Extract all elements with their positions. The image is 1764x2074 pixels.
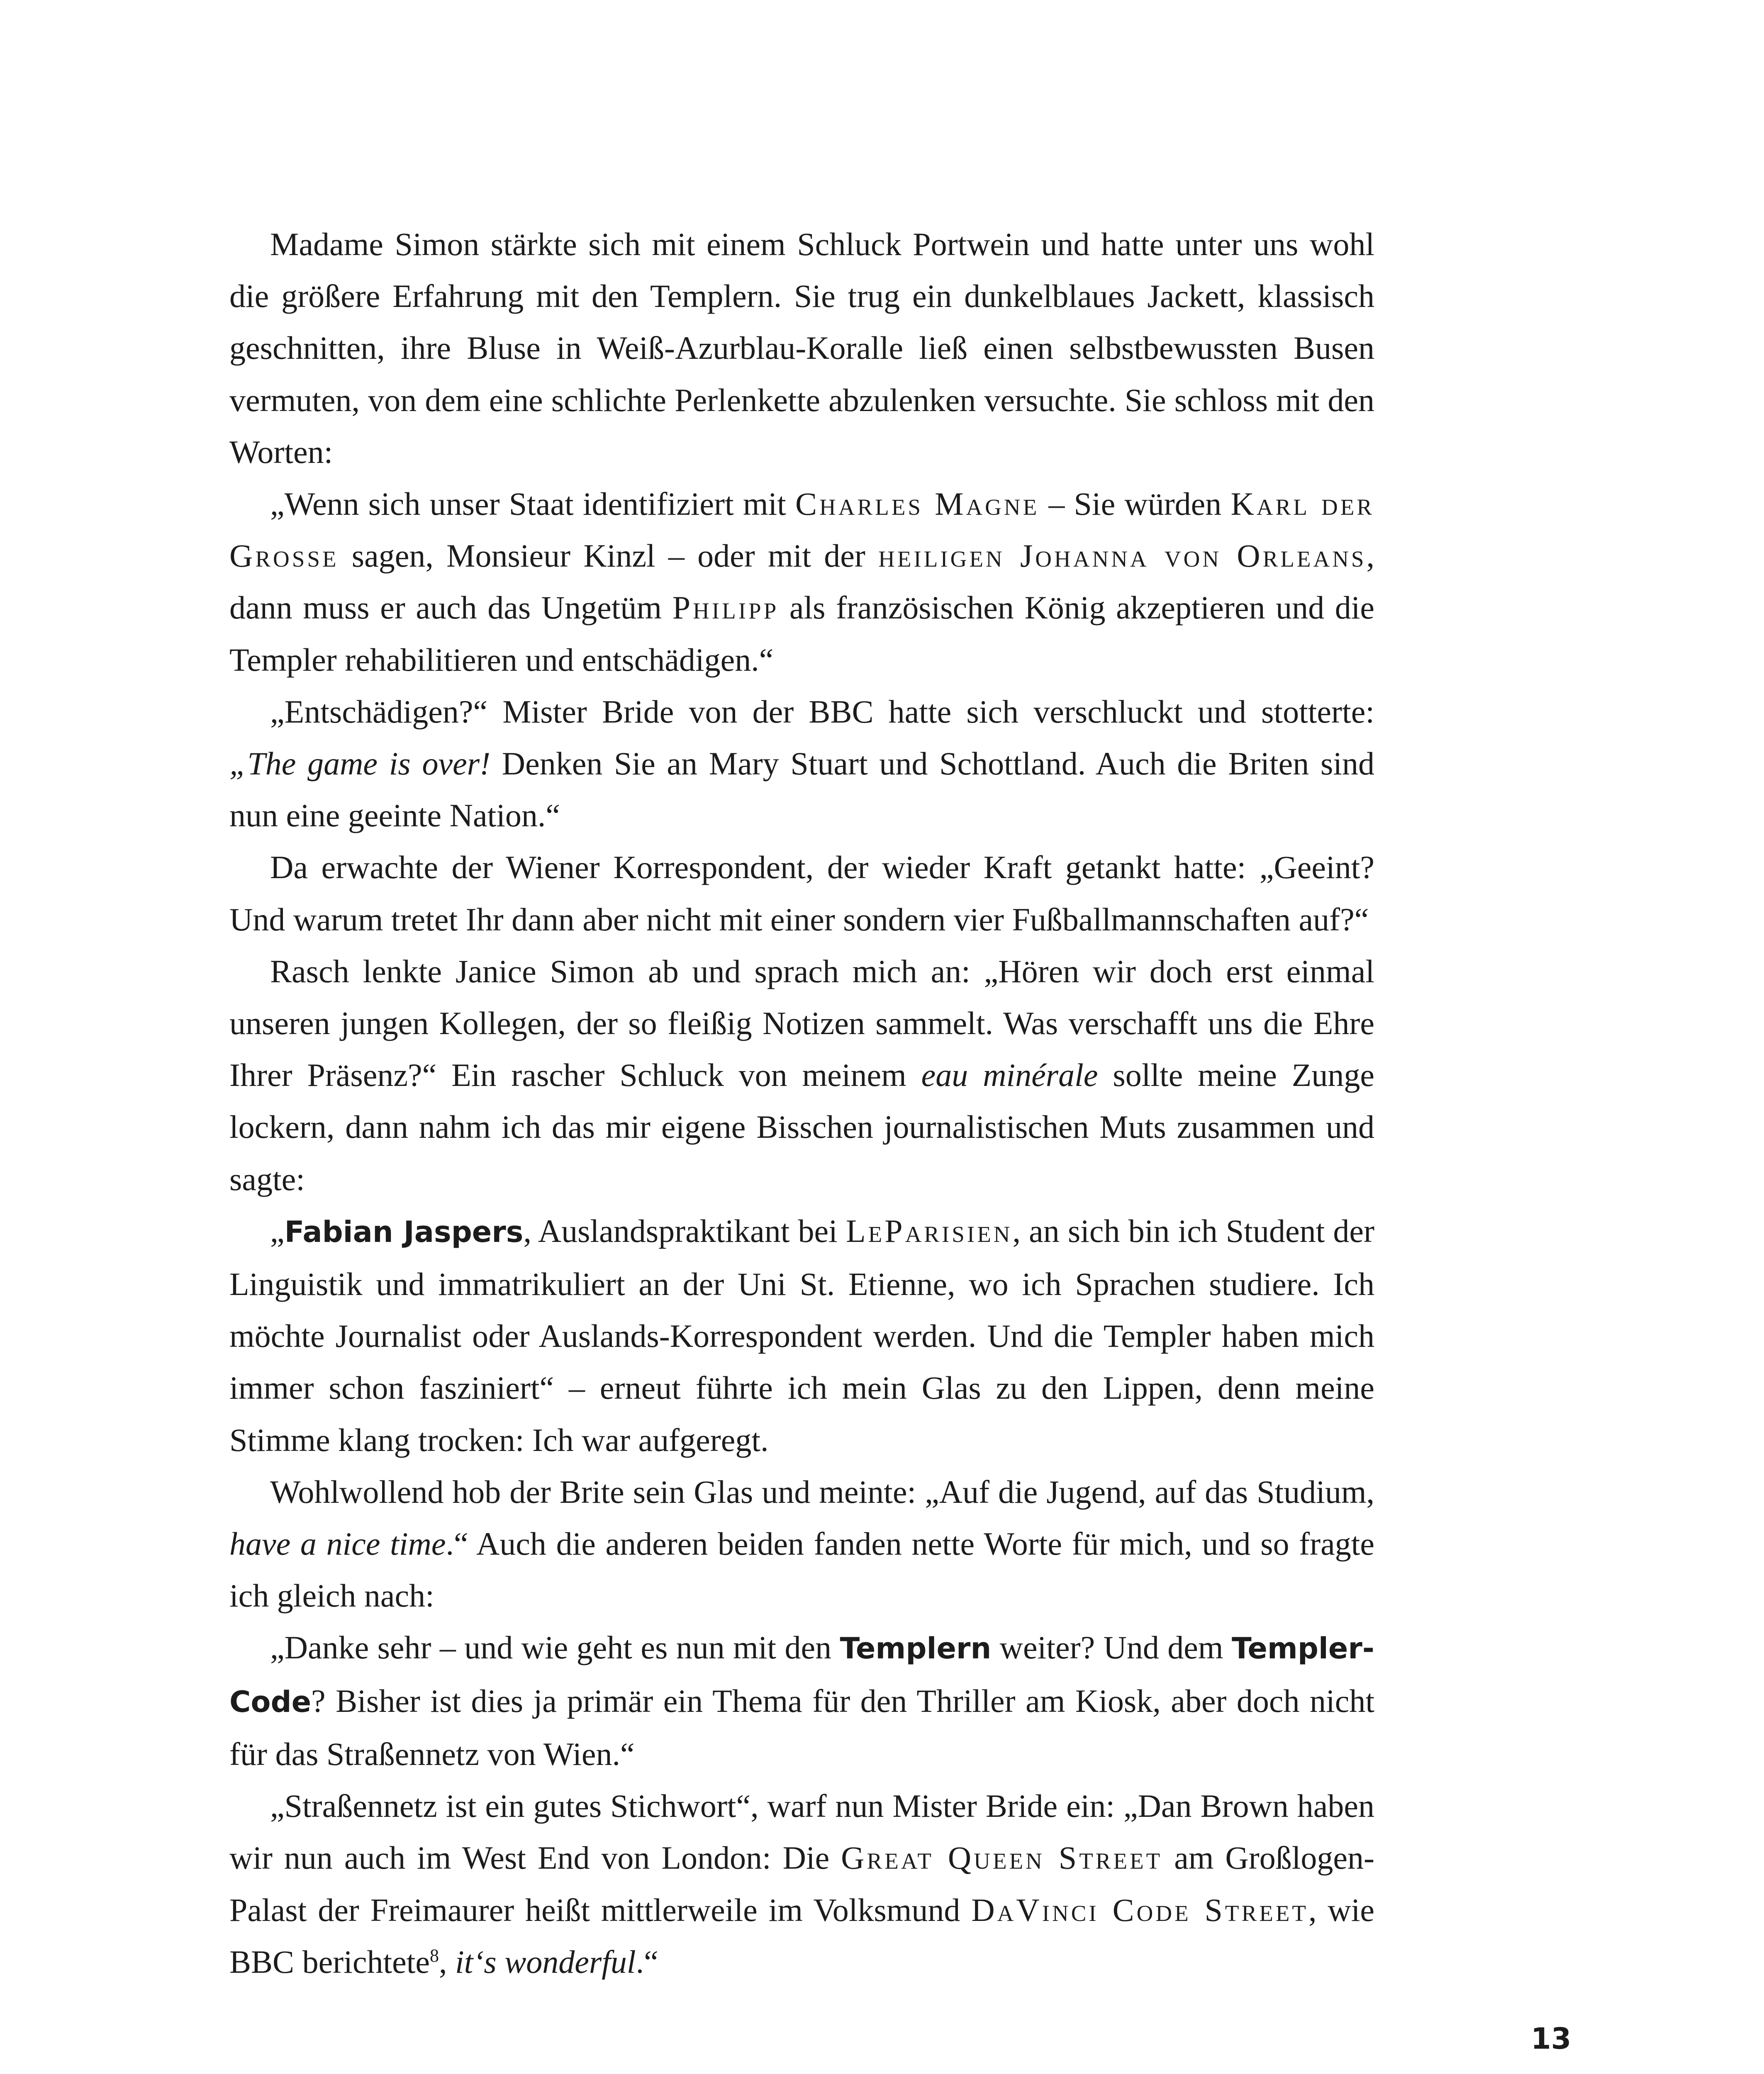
paragraph-8 <box>229 1621 1374 1780</box>
bold-term: Templern <box>840 1631 992 1666</box>
small-caps-name: Karl der Grosse <box>229 486 1374 574</box>
page-number: 13 <box>1531 2022 1572 2056</box>
text-run: , dann muss er auch das Ungetüm <box>229 538 1375 626</box>
text-run: weiter? Und dem <box>991 1629 1232 1666</box>
text-run: – Sie würden <box>1039 486 1231 522</box>
italic-phrase: „The game is over! <box>229 745 491 782</box>
text-run: , an sich bin ich Student der Linguistik und immatrikuliert an der Uni St. Etienne, wo ich Sprachen studiere. Ich möchte Journalist oder Auslands-Korrespondent werden. Und die Templer haben mich immer schon fasziniert“ – erneut führte ich mein Glas zu den Lippen, denn meine Stimme klang trocken: Ich war aufgeregt. <box>229 1212 1375 1458</box>
body-text <box>229 218 1374 1988</box>
small-caps-name: Philipp <box>672 589 779 626</box>
text-run: Denken Sie an Mary Stuart und Schottland. Auch die Briten sind nun eine geeinte Nation.“ <box>229 745 1374 834</box>
bold-name: Fabian Jaspers <box>284 1215 524 1249</box>
text-run: Rasch lenkte Janice Simon ab und sprach mich an: „Hören wir doch erst einmal unseren jungen Kollegen, der so fleißig Notizen sammelt. Was verschafft uns die Ehre Ihrer Präsenz?“ Ein rascher Schluck von meinem <box>229 953 1374 1093</box>
text-run: sollte meine Zunge lockern, dann nahm ich das mir eigene Bisschen journalistischen Muts zusammen und sagte: <box>229 1057 1374 1197</box>
bold-term: Templer-Code <box>229 1631 1374 1719</box>
text-run: , <box>439 1943 456 1980</box>
small-caps-name: Great Queen Street <box>841 1840 1163 1876</box>
text-run: „ <box>270 1212 285 1249</box>
text-run: Madame Simon stärkte sich mit einem Schluck Portwein und hatte unter uns wohl die größere Erfahrung mit den Templern. Sie trug ein dunkelblaues Jackett, klassisch geschnitten, ihre Bluse in Weiß-Azurblau-Koralle ließ einen selbstbewussten Busen vermuten, von dem eine schlichte Perlenkette abzulenken versuchte. Sie schloss mit den Worten: <box>229 226 1374 470</box>
paragraph-9 <box>229 1780 1374 1988</box>
paragraph-2 <box>229 478 1374 686</box>
text-run: „Danke sehr – und wie geht es nun mit den <box>270 1629 840 1666</box>
italic-phrase: it‘s wonderful <box>455 1943 636 1980</box>
text-run: .“ <box>636 1943 658 1980</box>
italic-phrase: have a nice time <box>229 1526 446 1562</box>
italic-phrase: eau minérale <box>921 1057 1098 1093</box>
paragraph-4 <box>229 841 1374 945</box>
paragraph-6 <box>229 1205 1374 1466</box>
text-run: , wie BBC berichtete <box>229 1891 1374 1980</box>
text-run: .“ Auch die anderen beiden fanden nette Worte für mich, und so fragte ich gleich nach: <box>229 1526 1374 1614</box>
small-caps-name: LeParisien <box>845 1212 1013 1249</box>
text-run: am Großlogen-Palast der Freimaurer heißt mittlerweile im Volksmund <box>229 1840 1374 1928</box>
text-run: , Auslandspraktikant bei <box>523 1212 846 1249</box>
small-caps-name: Charles Magne <box>795 486 1040 522</box>
text-run: „Entschädigen?“ Mister Bride von der BBC hatte sich verschluckt und stotterte: <box>270 693 1374 730</box>
small-caps-name: heiligen Johanna von Orleans <box>878 538 1367 574</box>
text-run: „Straßennetz ist ein gutes Stichwort“, warf nun Mister Bride ein: „Dan Brown haben wir nun auch im West End von London: Die <box>229 1788 1374 1876</box>
text-run: sagen, Monsieur Kinzl – oder mit der <box>339 538 879 574</box>
text-run: als französischen König akzeptieren und die Templer rehabilitieren und entschädigen.“ <box>229 589 1374 678</box>
text-run: Da erwachte der Wiener Korrespondent, der wieder Kraft getankt hatte: „Geeint? Und warum tretet Ihr dann aber nicht mit einer sondern vier Fußballmannschaften auf?“ <box>229 849 1374 937</box>
text-run: ? Bisher ist dies ja primär ein Thema für den Thriller am Kiosk, aber doch nicht für das Straßennetz von Wien.“ <box>229 1682 1374 1772</box>
paragraph-5 <box>229 945 1374 1205</box>
small-caps-name: DaVinci Code Street <box>971 1891 1308 1928</box>
text-run: „Wenn sich unser Staat identifiziert mit <box>270 486 796 522</box>
text-run: Wohlwollend hob der Brite sein Glas und meinte: „Auf die Jugend, auf das Studium, <box>270 1473 1374 1510</box>
paragraph-1 <box>229 218 1374 478</box>
paragraph-3 <box>229 686 1374 842</box>
footnote-marker[interactable]: 8 <box>430 1945 439 1966</box>
paragraph-7 <box>229 1466 1374 1622</box>
